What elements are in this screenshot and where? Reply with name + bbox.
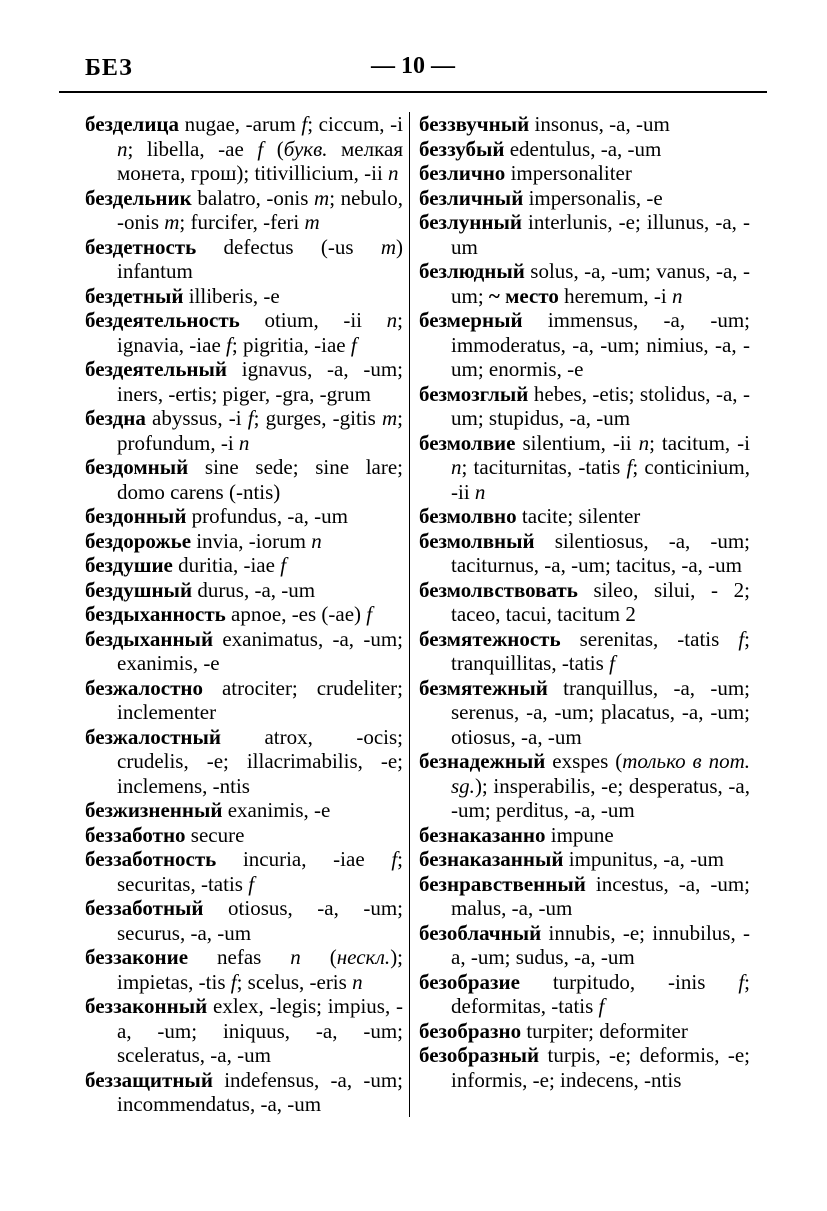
dictionary-entry xyxy=(419,161,750,186)
entry-translation: apnoe, -es (-ae) f xyxy=(231,602,373,626)
entry-headword: бездеятельный xyxy=(85,357,228,381)
italic-fragment: f xyxy=(248,871,255,896)
dictionary-entry xyxy=(85,725,403,799)
entry-headword: бездна xyxy=(85,406,146,430)
dictionary-entry xyxy=(419,210,750,259)
entry-headword: безлюдный xyxy=(419,259,525,283)
italic-fragment: n xyxy=(451,455,462,479)
entry-translation: insonus, -a, -um xyxy=(534,112,670,136)
italic-fragment: f xyxy=(280,553,287,577)
dictionary-entry xyxy=(419,872,750,921)
italic-fragment: букв. xyxy=(283,136,328,161)
dictionary-entry xyxy=(419,823,750,848)
entry-headword: безлично xyxy=(419,161,506,185)
entry-headword: беззаконие xyxy=(85,945,189,969)
page-header xyxy=(59,53,767,83)
dictionary-entry xyxy=(419,382,750,431)
entry-headword: безмолвный xyxy=(419,528,535,553)
entry-translation: nefas n (нескл.); impietas, -tis f; scelus, -eris n xyxy=(117,945,404,994)
entry-headword: безнадежный xyxy=(419,749,546,773)
entry-headword: безобразный xyxy=(419,1043,540,1067)
entry-headword: бездеятельность xyxy=(85,308,240,332)
entry-translation: interlunis, -e; illunus, -a, -um xyxy=(451,210,750,259)
entry-translation: immensus, -a, -um; immoderatus, -a, -um; nimius, -a, -um; enormis, -e xyxy=(451,308,750,381)
dictionary-entry xyxy=(419,1019,750,1044)
bold-fragment: ~ место xyxy=(488,283,559,308)
dictionary-entry xyxy=(85,823,403,848)
entry-translation: nugae, -arum f; ciccum, -i n; libella, -ae f (букв. мелкая монета, грош); titivillicium, -ii n xyxy=(117,112,403,185)
dictionary-entry xyxy=(85,308,403,357)
dictionary-entry xyxy=(85,504,403,529)
page-number: — 10 — xyxy=(371,53,455,79)
dictionary-entry xyxy=(85,235,403,284)
entry-translation: incuria, -iae f; securitas, -tatis f xyxy=(117,847,403,896)
entry-headword: беззвучный xyxy=(419,112,530,136)
entry-translation: sine sede; sine lare; domo carens (-ntis) xyxy=(117,455,404,504)
entry-headword: безмолвно xyxy=(419,504,517,528)
entry-translation: defectus (-us m) infantum xyxy=(117,234,403,283)
entry-headword: безмятежность xyxy=(419,626,561,651)
entry-headword: безлунный xyxy=(419,210,522,234)
dictionary-entry xyxy=(419,112,750,137)
entry-translation: impersonaliter xyxy=(510,161,632,185)
entry-translation: invia, -iorum n xyxy=(196,528,322,553)
entry-headword: безделица xyxy=(85,112,180,136)
entry-headword: безмолвие xyxy=(419,430,516,455)
dictionary-entry xyxy=(85,284,403,309)
entry-translation: innubis, -e; innubilus, -a, -um; sudus, -a, -um xyxy=(451,920,750,969)
italic-fragment: m xyxy=(164,210,180,234)
entry-translation: durus, -a, -um xyxy=(197,577,316,602)
entry-translation: balatro, -onis m; nebulo, -onis m; furcifer, -feri m xyxy=(117,185,403,234)
right-column xyxy=(410,112,750,1117)
entry-translation: incestus, -a, -um; malus, -a, -um xyxy=(451,871,750,920)
italic-fragment: f xyxy=(738,626,745,651)
dictionary-entry xyxy=(85,676,403,725)
italic-fragment: нескл. xyxy=(336,945,391,969)
entry-headword: бездорожье xyxy=(85,528,192,553)
italic-fragment: f xyxy=(301,112,308,136)
italic-fragment: n xyxy=(117,136,128,161)
italic-fragment: n xyxy=(386,308,398,332)
entry-translation: duritia, -iae f xyxy=(178,553,287,577)
dictionary-entry xyxy=(85,529,403,554)
entry-translation: impersonalis, -e xyxy=(528,185,663,210)
italic-fragment: m xyxy=(380,234,396,259)
entry-translation: serenitas, -tatis f; tranquillitas, -tatis f xyxy=(451,626,750,675)
entry-translation: otiosus, -a, -um; securus, -a, -um xyxy=(117,896,403,945)
dictionary-entry xyxy=(419,578,750,627)
italic-fragment: f xyxy=(350,332,357,357)
dictionary-entry xyxy=(85,112,403,186)
entry-headword: бездомный xyxy=(85,455,189,479)
italic-fragment: f xyxy=(257,136,264,161)
italic-fragment: только в nom. sg. xyxy=(451,749,750,798)
italic-fragment: m xyxy=(304,210,320,234)
entry-translation: exanimis, -e xyxy=(227,798,331,822)
dictionary-entry xyxy=(419,1043,750,1092)
dictionary-entry xyxy=(85,627,403,676)
entry-translation: exspes (только в nom. sg.); insperabilis, -e; desperatus, -a, -um; perditus, -a, -um xyxy=(451,749,750,822)
entry-translation: silentium, -ii n; tacitum, -i n; taciturnitas, -tatis f; conticinium, -ii n xyxy=(451,430,750,504)
dictionary-entry xyxy=(419,186,750,211)
italic-fragment: n xyxy=(474,479,486,504)
entry-headword: безмозглый xyxy=(419,381,529,406)
italic-fragment: f xyxy=(738,969,745,994)
entry-headword: беззубый xyxy=(419,136,505,161)
entry-headword: безмолвствовать xyxy=(419,577,578,602)
italic-fragment: f xyxy=(598,994,605,1018)
italic-fragment: n xyxy=(290,945,301,969)
dictionary-entry xyxy=(419,137,750,162)
entry-translation: indefensus, -a, -um; incommendatus, -a, -um xyxy=(117,1067,403,1116)
italic-fragment: n xyxy=(671,283,683,308)
entry-translation: impunitus, -a, -um xyxy=(568,847,724,871)
entry-translation: sileo, silui, - 2; taceo, tacui, tacitum 2 xyxy=(451,577,750,626)
entry-headword: безжизненный xyxy=(85,798,223,822)
entry-headword: беззаботность xyxy=(85,847,217,871)
italic-fragment: m xyxy=(381,406,398,430)
entry-headword: безоблачный xyxy=(419,920,542,945)
dictionary-entry xyxy=(419,504,750,529)
entry-translation: profundus, -a, -um xyxy=(191,504,348,528)
entry-translation: abyssus, -i f; gurges, -gitis m; profundum, -i n xyxy=(117,406,403,455)
entry-translation: ignavus, -a, -um; iners, -ertis; piger, -gra, -grum xyxy=(117,357,403,406)
dictionary-entry xyxy=(85,945,403,994)
dictionary-entry xyxy=(419,431,750,505)
dictionary-entry xyxy=(419,529,750,578)
dictionary-entry xyxy=(419,627,750,676)
italic-fragment: n xyxy=(238,430,250,455)
italic-fragment: n xyxy=(388,161,399,185)
italic-fragment: n xyxy=(352,969,363,994)
entry-headword: безжалостный xyxy=(85,724,222,749)
running-title: БЕЗ xyxy=(85,55,133,81)
entry-headword: бездыханный xyxy=(85,626,214,651)
entry-translation: tacite; silenter xyxy=(521,504,641,528)
entry-headword: безнаказанный xyxy=(419,847,564,871)
entry-headword: безобразие xyxy=(419,969,520,994)
dictionary-entry xyxy=(85,602,403,627)
entry-headword: безмятежный xyxy=(419,675,548,700)
dictionary-entry xyxy=(85,994,403,1068)
entry-translation: silentiosus, -a, -um; taciturnus, -a, -um; tacitus, -a, -um xyxy=(451,528,750,577)
entry-translation: turpiter; deformiter xyxy=(526,1018,688,1043)
dictionary-entry xyxy=(85,847,403,896)
page-content xyxy=(85,112,765,1117)
dictionary-entry xyxy=(419,921,750,970)
dictionary-entry xyxy=(419,749,750,823)
entry-translation: hebes, -etis; stolidus, -a, -um; stupidus, -a, -um xyxy=(451,381,750,430)
entry-translation: exanimatus, -a, -um; exanimis, -e xyxy=(117,626,403,675)
dictionary-entry xyxy=(419,308,750,382)
dictionary-entry xyxy=(85,578,403,603)
italic-fragment: f xyxy=(247,406,254,430)
entry-translation: edentulus, -a, -um xyxy=(509,136,662,161)
entry-translation: tranquillus, -a, -um; serenus, -a, -um; placatus, -a, -um; otiosus, -a, -um xyxy=(451,675,750,749)
italic-fragment: f xyxy=(230,969,237,994)
header-rule xyxy=(59,91,767,93)
italic-fragment: n xyxy=(638,430,650,455)
entry-headword: бездельник xyxy=(85,185,192,210)
italic-fragment: f xyxy=(391,847,398,871)
entry-translation: secure xyxy=(190,822,245,847)
entry-headword: безжалостно xyxy=(85,675,204,700)
entry-headword: бездушие xyxy=(85,553,173,577)
entry-translation: turpitudo, -inis f; deformitas, -tatis f xyxy=(451,969,750,1018)
entry-translation: atrociter; crudeliter; inclementer xyxy=(117,675,403,724)
entry-headword: беззаботно xyxy=(85,822,186,847)
dictionary-entry xyxy=(85,455,403,504)
entry-translation: otium, -ii n; ignavia, -iae f; pigritia, -iae f xyxy=(117,308,403,357)
dictionary-entry xyxy=(419,259,750,308)
entry-translation: turpis, -e; deformis, -e; informis, -e; indecens, -ntis xyxy=(451,1043,751,1092)
dictionary-entry xyxy=(85,896,403,945)
dictionary-entry xyxy=(419,676,750,750)
dictionary-entry xyxy=(419,847,750,872)
dictionary-entry xyxy=(85,1068,403,1117)
entry-headword: беззаботный xyxy=(85,896,204,920)
entry-headword: беззаконный xyxy=(85,994,208,1018)
dictionary-entry xyxy=(85,406,403,455)
italic-fragment: f xyxy=(226,332,232,357)
entry-headword: беззащитный xyxy=(85,1067,213,1092)
entry-headword: безмерный xyxy=(419,308,523,332)
italic-fragment: n xyxy=(311,528,322,553)
entry-translation: illiberis, -e xyxy=(188,283,280,308)
dictionary-entry xyxy=(85,357,403,406)
entry-headword: безобразно xyxy=(419,1018,522,1043)
entry-translation: atrox, -ocis; crudelis, -e; illacrimabilis, -e; inclemens, -ntis xyxy=(117,724,403,798)
dictionary-entry xyxy=(85,798,403,823)
dictionary-entry xyxy=(85,186,403,235)
entry-headword: бездетность xyxy=(85,234,197,259)
entry-headword: бездушный xyxy=(85,577,193,602)
dictionary-entry xyxy=(85,553,403,578)
entry-headword: безнравственный xyxy=(419,871,586,896)
italic-fragment: f xyxy=(366,602,373,626)
dictionary-entry xyxy=(419,970,750,1019)
left-column xyxy=(85,112,409,1117)
entry-translation: impune xyxy=(550,822,614,847)
italic-fragment: f xyxy=(626,455,633,479)
entry-headword: бездонный xyxy=(85,504,187,528)
entry-translation: exlex, -legis; impius, -a, -um; iniquus, -a, -um; sceleratus, -a, -um xyxy=(117,994,404,1067)
entry-translation: solus, -a, -um; vanus, -a, -um; ~ место heremum, -i n xyxy=(451,259,750,308)
entry-headword: безличный xyxy=(419,185,524,210)
italic-fragment: m xyxy=(314,185,330,210)
entry-headword: безнаказанно xyxy=(419,822,546,847)
italic-fragment: f xyxy=(609,651,615,675)
entry-headword: бездыханность xyxy=(85,602,226,626)
entry-headword: бездетный xyxy=(85,283,184,308)
